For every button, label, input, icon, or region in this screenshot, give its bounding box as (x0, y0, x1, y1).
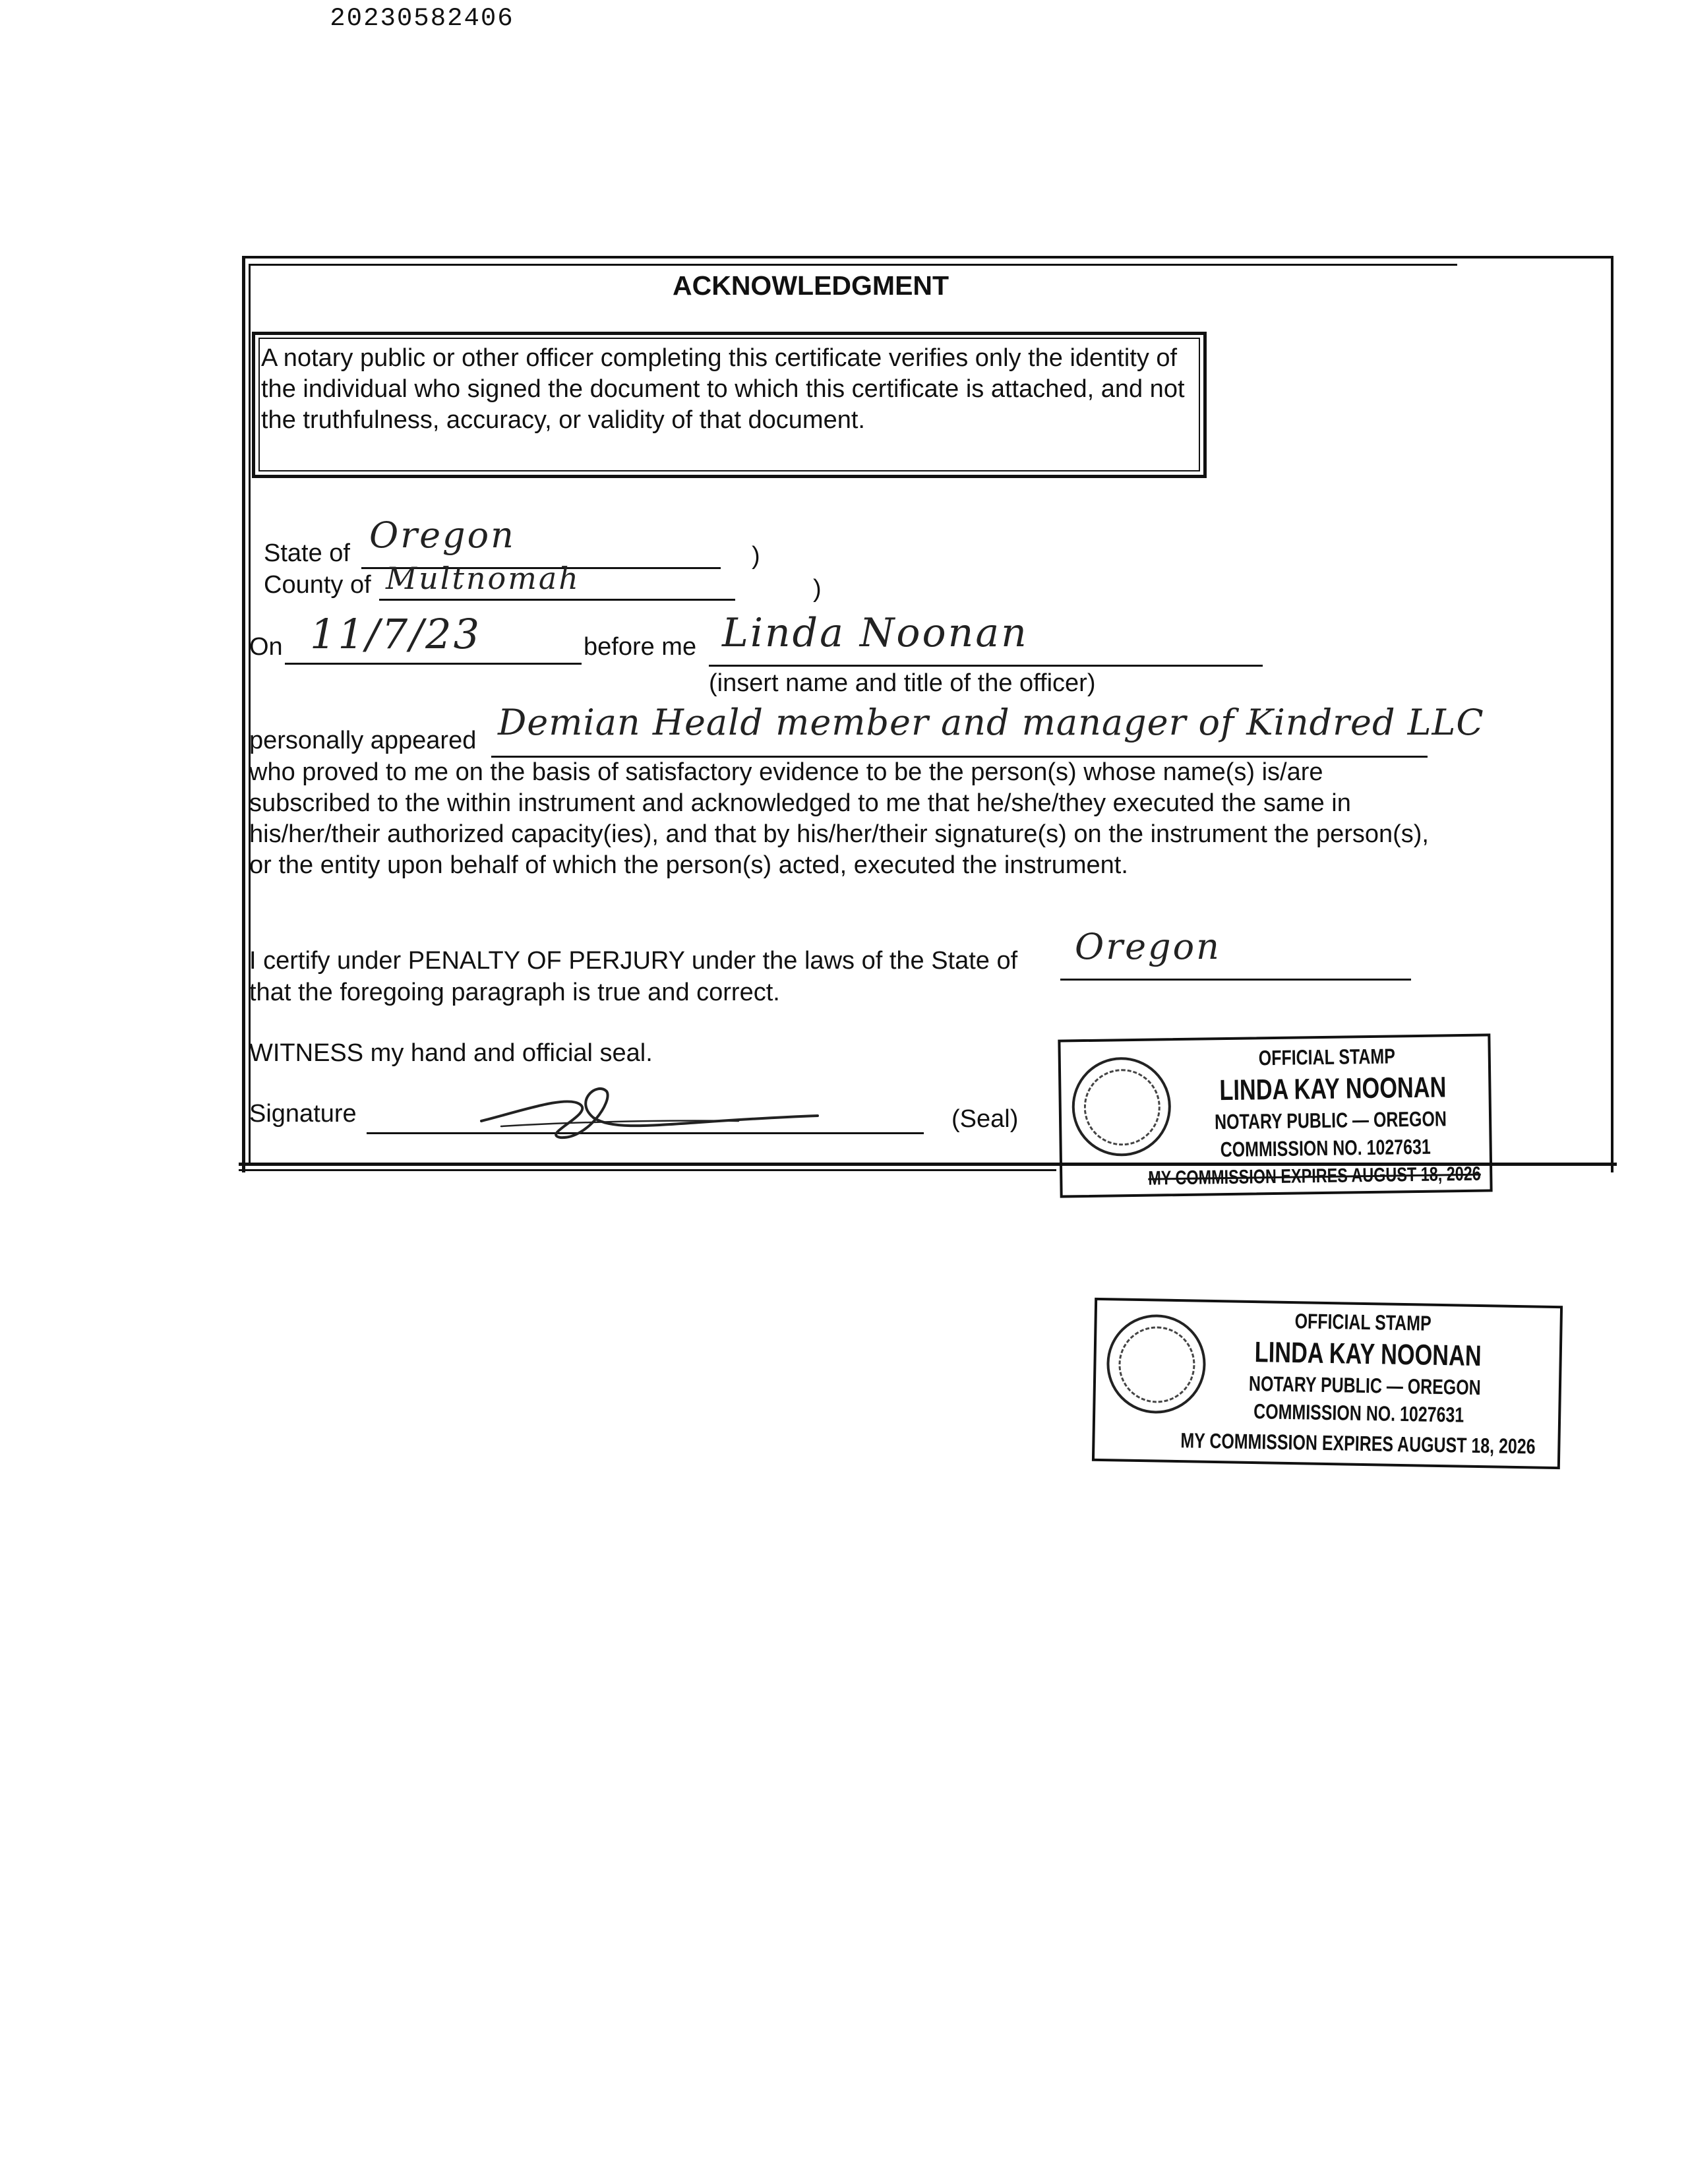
proof-paragraph: who proved to me on the basis of satisfactory evidence to be the person(s) whose name(s) is/are subscribed to the within instrument and acknowledged to me that he/she/they executed the same in his/her/their authorized capacity(ies), and that by his/her/their signature(s) on the instrument the person(s), or the entity upon behalf of which the person(s) acted, executed the instrument. (249, 758, 1429, 879)
stamp-notary-title: NOTARY PUBLIC — OREGON (1214, 1107, 1447, 1134)
stamp-expiration: MY COMMISSION EXPIRES AUGUST 18, 2026 (1180, 1428, 1536, 1459)
notary-stamp-duplicate (1092, 1298, 1563, 1469)
perjury-state-underline (1060, 979, 1411, 981)
appeared-value: Demian Heald member and manager of Kindred LLC (498, 702, 1484, 743)
stamp-notary-name: LINDA KAY NOONAN (1254, 1336, 1482, 1373)
before-me-label: before me (584, 633, 697, 661)
stamp-commission: COMMISSION NO. 1027631 (1220, 1134, 1431, 1162)
perjury-state-value: Oregon (1075, 926, 1221, 967)
county-underline (379, 599, 735, 601)
stamp-heading: OFFICIAL STAMP (1258, 1044, 1396, 1070)
county-label: County of (264, 571, 371, 599)
perjury-line1: I certify under PENALTY OF PERJURY under the laws of the State of (249, 947, 1018, 975)
document-number: 20230582406 (330, 4, 514, 33)
certificate-title: ACKNOWLEDGMENT (673, 270, 950, 301)
officer-value: Linda Noonan (722, 610, 1029, 656)
county-paren: ) (813, 575, 822, 603)
handwritten-signature (462, 1075, 831, 1147)
perjury-line2: that the foregoing paragraph is true and correct. (249, 979, 780, 1006)
witness-text: WITNESS my hand and official seal. (249, 1039, 653, 1067)
state-paren: ) (752, 542, 760, 570)
stamp-notary-title: NOTARY PUBLIC — OREGON (1248, 1371, 1482, 1400)
officer-hint: (insert name and title of the officer) (709, 669, 1096, 697)
officer-underline (709, 665, 1263, 667)
stamp-notary-name: LINDA KAY NOONAN (1219, 1071, 1447, 1107)
state-seal-icon (1071, 1056, 1172, 1157)
frame-bottom-rule-inner (239, 1169, 1056, 1171)
signature-label: Signature (249, 1100, 357, 1128)
date-underline (285, 663, 582, 665)
on-label: On (249, 633, 283, 661)
state-label: State of (264, 539, 350, 567)
notary-stamp (1058, 1033, 1492, 1198)
stamp-commission: COMMISSION NO. 1027631 (1253, 1399, 1464, 1427)
stamp-heading: OFFICIAL STAMP (1294, 1309, 1432, 1335)
stamp-expiration: MY COMMISSION EXPIRES AUGUST 18, 2026 (1148, 1163, 1482, 1190)
appeared-label: personally appeared (249, 727, 477, 754)
disclaimer-text: A notary public or other officer completing this certificate verifies only the identity of the individual who signed the document to which this certificate is attached, and not the truthfulness, accuracy, or validity of that document. (261, 344, 1185, 434)
date-value: 11/7/23 (310, 610, 482, 658)
county-value: Multnomah (386, 561, 580, 596)
state-value: Oregon (369, 514, 516, 556)
state-seal-icon (1106, 1314, 1207, 1414)
seal-label: (Seal) (951, 1105, 1019, 1133)
